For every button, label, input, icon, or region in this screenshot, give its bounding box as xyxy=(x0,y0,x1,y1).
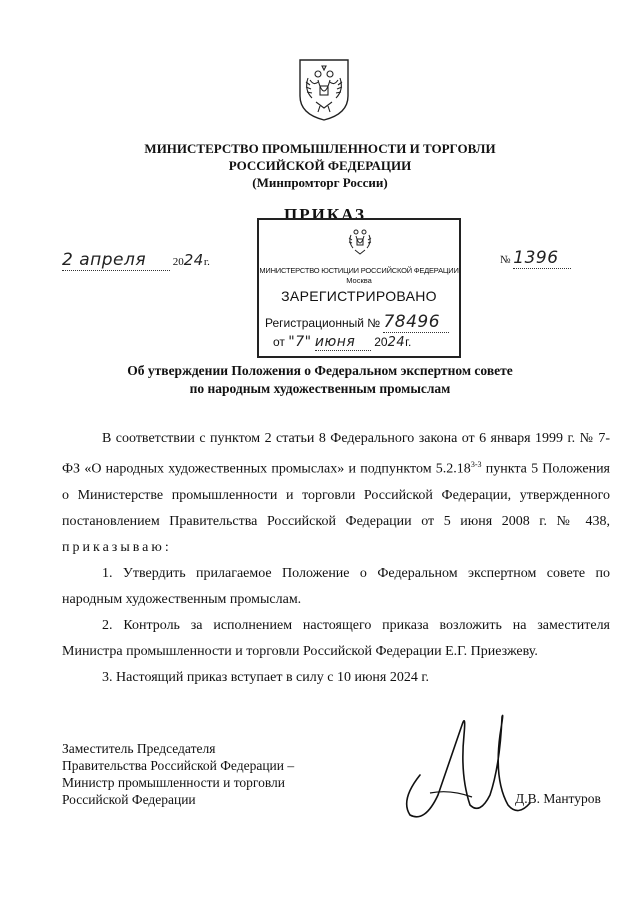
registration-stamp xyxy=(257,218,461,358)
order-title: ПРИКАЗ xyxy=(284,205,366,224)
order-number-handwritten: 1396 xyxy=(513,248,571,269)
preamble-end: : xyxy=(164,539,169,555)
russian-emblem-icon xyxy=(296,56,352,122)
signer-position-line1: Заместитель Председателя xyxy=(62,741,216,756)
stamp-date-prefix: от xyxy=(273,335,285,349)
ministry-name-line1: МИНИСТЕРСТВО ПРОМЫШЛЕННОСТИ И ТОРГОВЛИ xyxy=(144,141,496,156)
paragraph-preamble xyxy=(62,426,610,561)
signer-name: Д.В. Мантуров xyxy=(515,791,601,806)
document-title-line2: по народным художественным промыслам xyxy=(189,381,451,396)
paragraph-item-2: 2. Контроль за исполнением настоящего приказа возложить на заместителя Министра промышленности и торговли Российской Федерации Е.Г. Приезжеву. xyxy=(62,617,610,659)
ministry-short-name: (Минпромторг России) xyxy=(252,175,388,190)
signer-position-line4: Российской Федерации xyxy=(62,792,196,807)
order-year-handwritten: 24 xyxy=(183,251,204,269)
document-title xyxy=(0,362,640,398)
stamp-date-year: 24 xyxy=(387,335,406,350)
stamp-regnum-label: Регистрационный № xyxy=(265,316,381,330)
stamp-date-month: июня xyxy=(315,334,371,351)
order-number xyxy=(500,248,571,269)
stamp-registered: ЗАРЕГИСТРИРОВАНО xyxy=(281,288,437,304)
preamble-order-word: приказываю xyxy=(62,539,165,555)
signer-position-line2: Правительства Российской Федерации – xyxy=(62,758,295,773)
handwritten-signature xyxy=(390,705,540,825)
paragraph-item-3: 3. Настоящий приказ вступает в силу с 10 июня 2024 г. xyxy=(102,669,430,685)
ministry-name-line2: РОССИЙСКОЙ ФЕДЕРАЦИИ xyxy=(228,158,412,173)
order-year-prefix: 20 xyxy=(172,256,184,268)
stamp-city: Москва xyxy=(346,276,372,285)
stamp-date-year-prefix: 20 xyxy=(374,335,388,349)
document-body xyxy=(62,426,610,691)
order-number-label: № xyxy=(500,254,511,266)
stamp-emblem-icon xyxy=(345,224,375,258)
stamp-regnum-handwritten: 78496 xyxy=(383,312,449,333)
signer-block xyxy=(62,740,294,808)
order-date-handwritten: 2 апреля xyxy=(62,250,170,271)
preamble-text-a: В соответствии с пунктом 2 статьи 8 Федерального закона от 6 января 1999 г. № 7-ФЗ «О народных художественных промыслах» и подпунктом 5.2.18 xyxy=(62,431,610,477)
paragraph-item-1: 1. Утвердить прилагаемое Положение о Федеральном экспертном совете по народным художественным промыслам. xyxy=(62,565,610,607)
order-date xyxy=(62,250,210,271)
document-title-line1: Об утверждении Положения о Федеральном экспертном совете xyxy=(127,363,513,378)
ministry-header xyxy=(0,140,640,191)
stamp-ministry: МИНИСТЕРСТВО ЮСТИЦИИ РОССИЙСКОЙ ФЕДЕРАЦИИ xyxy=(259,266,459,275)
signer-position-line3: Министр промышленности и торговли xyxy=(62,775,286,790)
stamp-date-year-mark: г. xyxy=(405,335,412,349)
stamp-date xyxy=(273,334,411,351)
preamble-text-b: пункта 5 Положения о Министерстве промышленности и торговли Российской Федерации, утвержденного постановлением Правительства Российской Федерации от 5 июня 2008 г. № 438, xyxy=(62,461,611,529)
preamble-superscript: 3-3 xyxy=(470,460,482,469)
order-year-mark: г. xyxy=(203,256,210,268)
stamp-date-day: "7" xyxy=(288,334,312,350)
stamp-registration-number xyxy=(265,312,449,333)
